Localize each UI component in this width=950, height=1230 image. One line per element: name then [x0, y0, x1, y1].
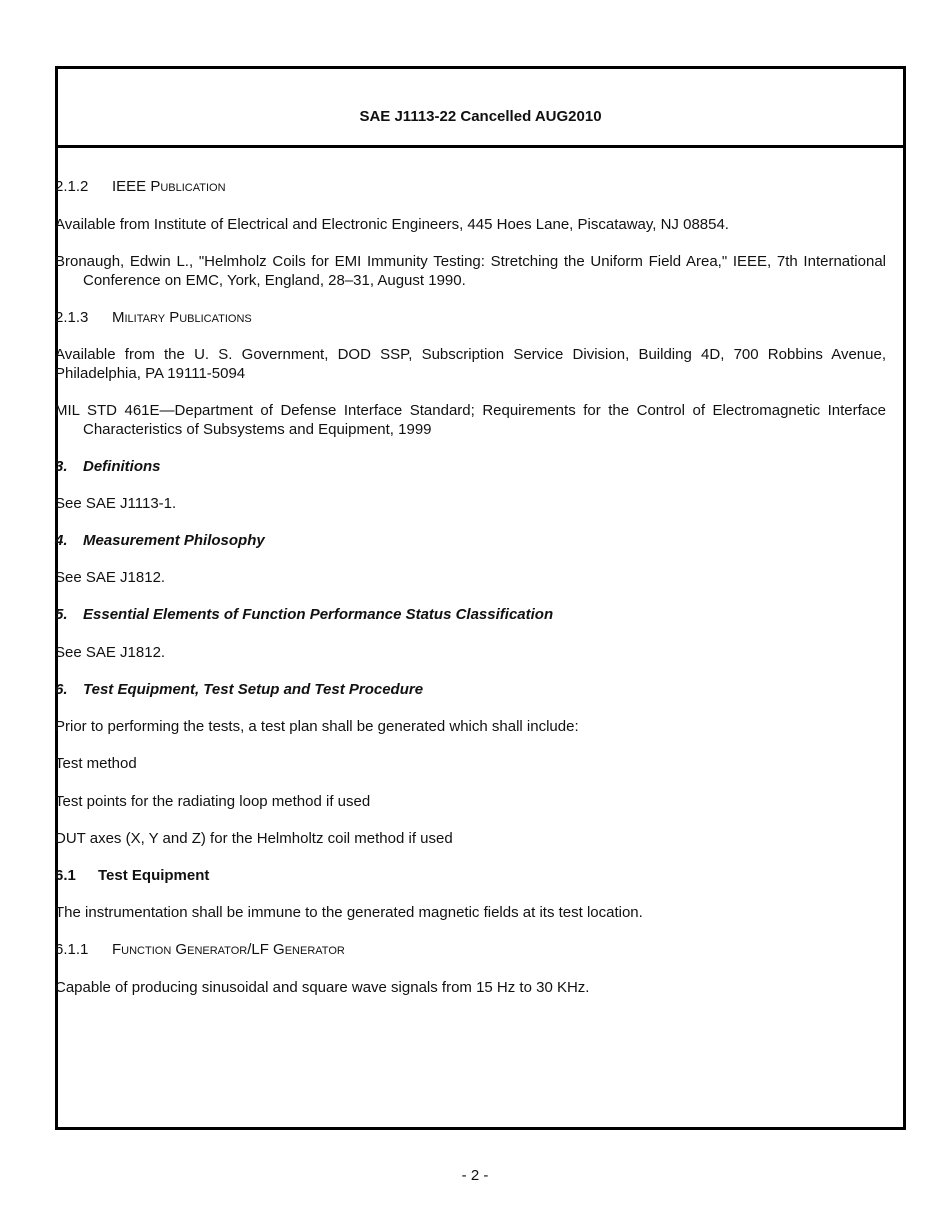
list-item: Test points for the radiating loop method if used — [55, 793, 371, 810]
reference-entry: Bronaugh, Edwin L., "Helmholz Coils for EMI Immunity Testing: Stretching the Uniform Field Area," IEEE, 7th International Conference on EMC, York, England, 28–31, August 1990. — [55, 253, 886, 289]
page-number: - 2 - — [461, 1167, 489, 1184]
section-6-1-1-heading: 6.1.1 Function Generator/LF Generator — [55, 941, 345, 958]
reference-entry: MIL STD 461E—Department of Defense Interface Standard; Requirements for the Control of Electromagnetic Interface Characteristics of Subsystems and Equipment, 1999 — [55, 402, 886, 438]
paragraph: See SAE J1113-1. — [55, 495, 177, 512]
paragraph: Available from Institute of Electrical and Electronic Engineers, 445 Hoes Lane, Piscataway, NJ 08854. — [55, 216, 729, 233]
paragraph: See SAE J1812. — [55, 644, 166, 661]
section-6-1-heading: 6.1 Test Equipment — [55, 867, 210, 884]
paragraph: See SAE J1812. — [55, 569, 166, 586]
section-4-heading: 4. Measurement Philosophy — [55, 532, 265, 549]
section-6-heading: 6. Test Equipment, Test Setup and Test Procedure — [55, 681, 424, 698]
list-item: Test method — [55, 755, 137, 772]
section-3-heading: 3. Definitions — [55, 458, 161, 475]
section-5-heading: 5. Essential Elements of Function Performance Status Classification — [55, 606, 554, 623]
paragraph: The instrumentation shall be immune to the generated magnetic fields at its test location. — [55, 904, 643, 921]
section-2-1-3-heading: 2.1.3 Military Publications — [55, 309, 252, 326]
paragraph: Prior to performing the tests, a test plan shall be generated which shall include: — [55, 718, 579, 735]
page-header — [58, 69, 903, 148]
paragraph: Available from the U. S. Government, DOD SSP, Subscription Service Division, Building 4D, 700 Robbins Avenue, Philadelphia, PA 19111-5094 — [55, 346, 886, 382]
list-item: DUT axes (X, Y and Z) for the Helmholtz coil method if used — [55, 830, 453, 847]
document-title: SAE J1113-22 Cancelled AUG2010 — [359, 107, 602, 125]
section-2-1-2-heading: 2.1.2 IEEE Publication — [55, 178, 226, 195]
paragraph: Capable of producing sinusoidal and square wave signals from 15 Hz to 30 KHz. — [55, 979, 590, 996]
